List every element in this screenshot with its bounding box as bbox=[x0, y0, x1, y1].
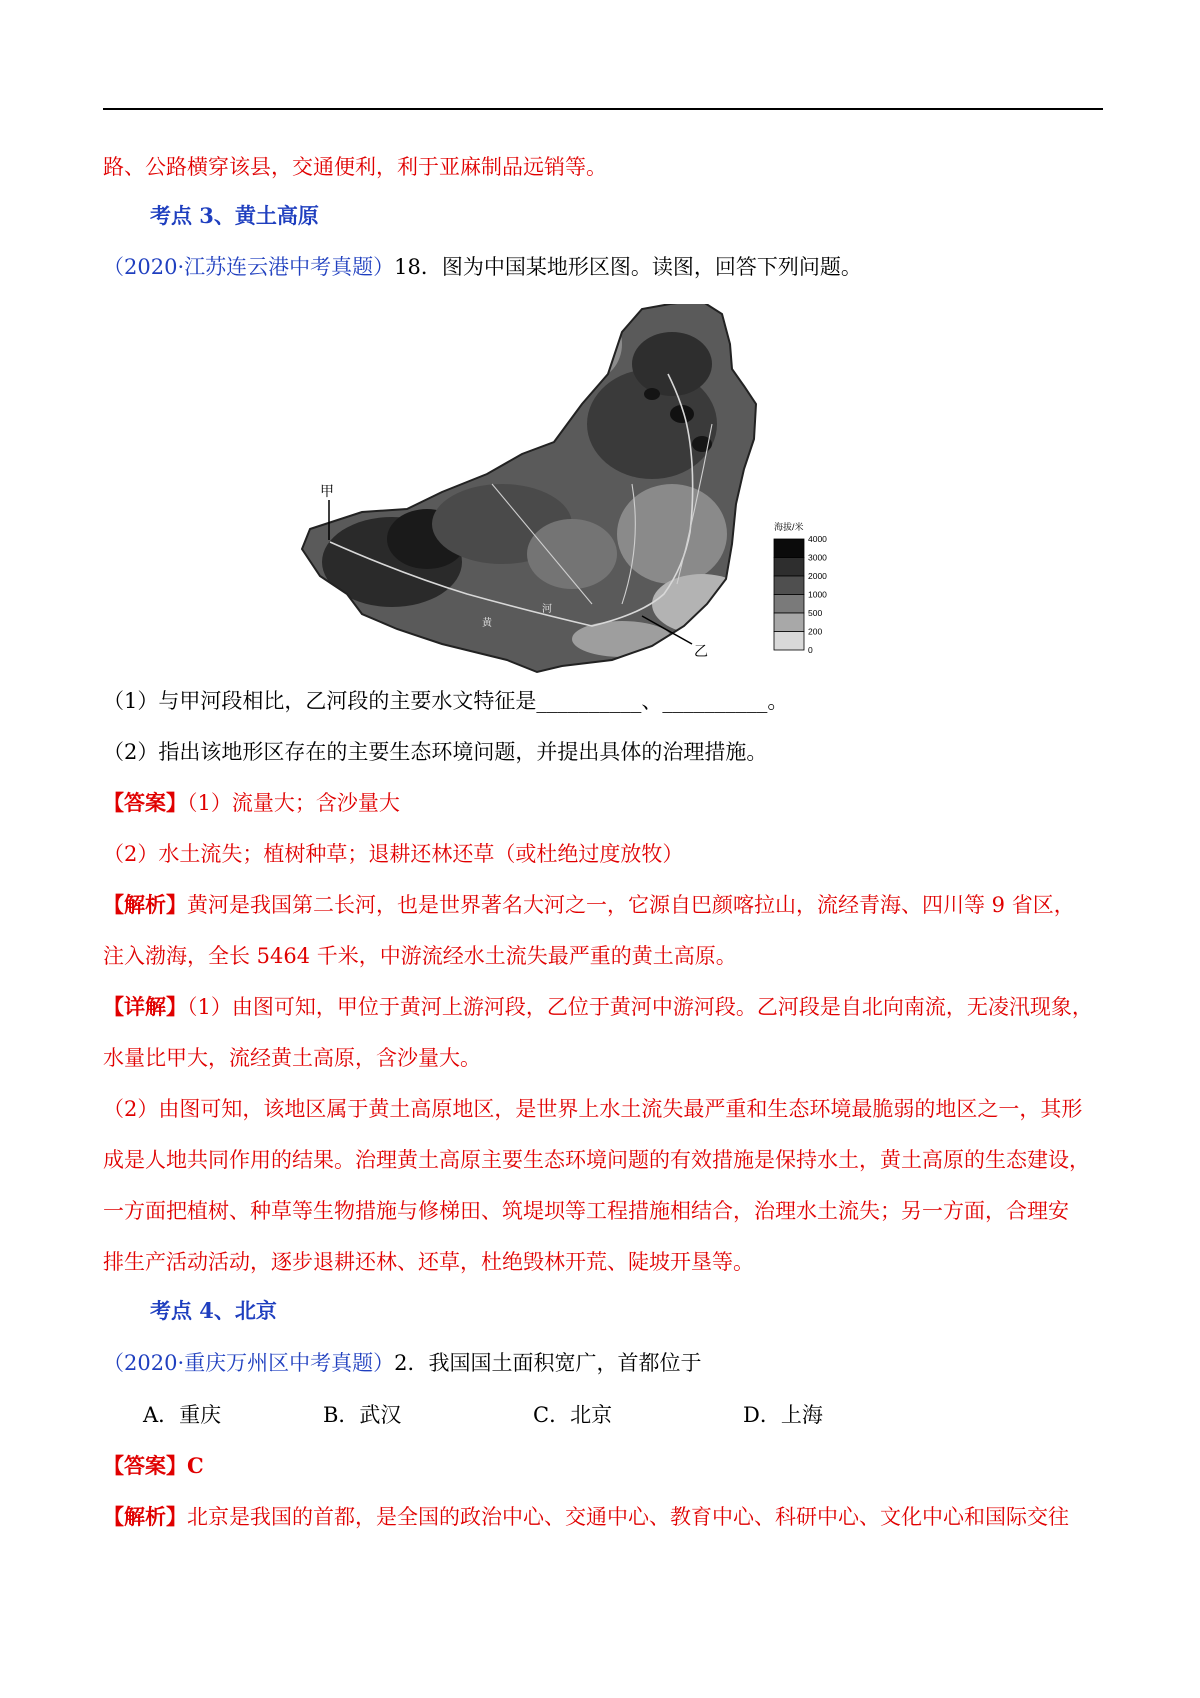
question-text: 18．图为中国某地形区图。读图，回答下列问题。 bbox=[394, 255, 862, 279]
map-label-huang: 黄 bbox=[482, 618, 492, 629]
question-source: （2020·江苏连云港中考真题） bbox=[103, 255, 395, 279]
detail-line-3: （2）由图可知，该地区属于黄土高原地区，是世界上水土流失最严重和生态环境最脆弱的地区之一，其形 bbox=[103, 1097, 1083, 1121]
legend-tick-label: 1000 bbox=[808, 589, 827, 600]
legend-swatch bbox=[774, 613, 804, 632]
legend-title: 海拔/米 bbox=[774, 522, 804, 532]
answer-line-2: （2）水土流失；植树种草；退耕还林还草（或杜绝过度放牧） bbox=[103, 842, 684, 866]
answer-tag: 【答案】 bbox=[103, 1453, 187, 1478]
section3-heading: 考点 3、黄土高原 bbox=[150, 203, 319, 228]
detail-line-4: 成是人地共同作用的结果。治理黄土高原主要生态环境问题的有效措施是保持水土，黄土高原的生态建设， bbox=[103, 1148, 1090, 1172]
option-c[interactable]: C．北京 bbox=[533, 1403, 613, 1427]
answer-tag: 【答案】 bbox=[103, 790, 187, 815]
legend-swatch bbox=[774, 558, 804, 577]
detail-line-2: 水量比甲大，流经黄土高原，含沙量大。 bbox=[103, 1046, 481, 1070]
legend-tick-label: 4000 bbox=[808, 534, 827, 544]
analysis-text-1: 黄河是我国第二长河，也是世界著名大河之一，它源自巴颜喀拉山，流经青海、四川等 9 省区， bbox=[187, 893, 1075, 917]
section4-heading: 考点 4、北京 bbox=[150, 1298, 277, 1323]
legend-tick-label: 200 bbox=[808, 626, 823, 637]
detail-line-6: 排生产活动活动，逐步退耕还林、还草，杜绝毁林开荒、陡坡开垦等。 bbox=[103, 1250, 754, 1274]
section4-answer bbox=[103, 1451, 204, 1481]
header-rule bbox=[103, 108, 1103, 110]
elevation-legend bbox=[774, 521, 827, 655]
legend-swatch bbox=[774, 539, 804, 558]
answer-line-1 bbox=[103, 788, 400, 818]
continuation-text: 路、公路横穿该县，交通便利，利于亚麻制品远销等。 bbox=[103, 155, 607, 179]
analysis-tag: 【解析】 bbox=[103, 892, 187, 917]
loess-plateau-map bbox=[292, 304, 920, 724]
detail-line-1 bbox=[103, 992, 1093, 1022]
analysis-line-1 bbox=[103, 890, 1075, 920]
legend-swatch bbox=[774, 632, 804, 651]
legend-swatch bbox=[774, 595, 804, 614]
answer-text-1: （1）流量大；含沙量大 bbox=[187, 791, 400, 815]
detail-text-1: （1）由图可知，甲位于黄河上游河段，乙位于黄河中游河段。乙河段是自北向南流，无凌汛现象， bbox=[187, 995, 1093, 1019]
analysis-tag: 【解析】 bbox=[103, 1504, 187, 1529]
option-d[interactable]: D．上海 bbox=[743, 1403, 823, 1427]
legend-swatch bbox=[774, 576, 804, 595]
sub-question-2: （2）指出该地形区存在的主要生态环境问题，并提出具体的治理措施。 bbox=[103, 740, 768, 764]
answer-text: C bbox=[187, 1453, 204, 1478]
analysis-line-2: 注入渤海，全长 5464 千米，中游流经水土流失最严重的黄土高原。 bbox=[103, 944, 737, 968]
sub-question-1: （1）与甲河段相比，乙河段的主要水文特征是__________、__________。 bbox=[103, 689, 789, 713]
map-label-jia: 甲 bbox=[320, 483, 334, 499]
legend-tick-label: 500 bbox=[808, 608, 823, 618]
analysis-text-1: 北京是我国的首都，是全国的政治中心、交通中心、教育中心、科研中心、文化中心和国际交往 bbox=[187, 1505, 1069, 1529]
legend-tick-label: 0 bbox=[808, 645, 813, 655]
legend-tick-label: 2000 bbox=[808, 571, 827, 581]
detail-line-5: 一方面把植树、种草等生物措施与修梯田、筑堤坝等工程措施相结合，治理水土流失；另一方面，合理安 bbox=[103, 1199, 1069, 1223]
map-label-he: 河 bbox=[542, 604, 552, 615]
section4-analysis bbox=[103, 1502, 1069, 1532]
option-a[interactable]: A．重庆 bbox=[143, 1403, 222, 1427]
option-b[interactable]: B．武汉 bbox=[323, 1403, 402, 1427]
question-source: （2020·重庆万州区中考真题） bbox=[103, 1351, 395, 1375]
section4-question bbox=[103, 1348, 702, 1378]
section3-question bbox=[103, 252, 862, 282]
legend-tick-label: 3000 bbox=[808, 552, 827, 563]
question-text: 2．我国国土面积宽广，首都位于 bbox=[394, 1351, 702, 1375]
detail-tag: 【详解】 bbox=[103, 994, 187, 1019]
map-label-yi: 乙 bbox=[694, 643, 708, 659]
